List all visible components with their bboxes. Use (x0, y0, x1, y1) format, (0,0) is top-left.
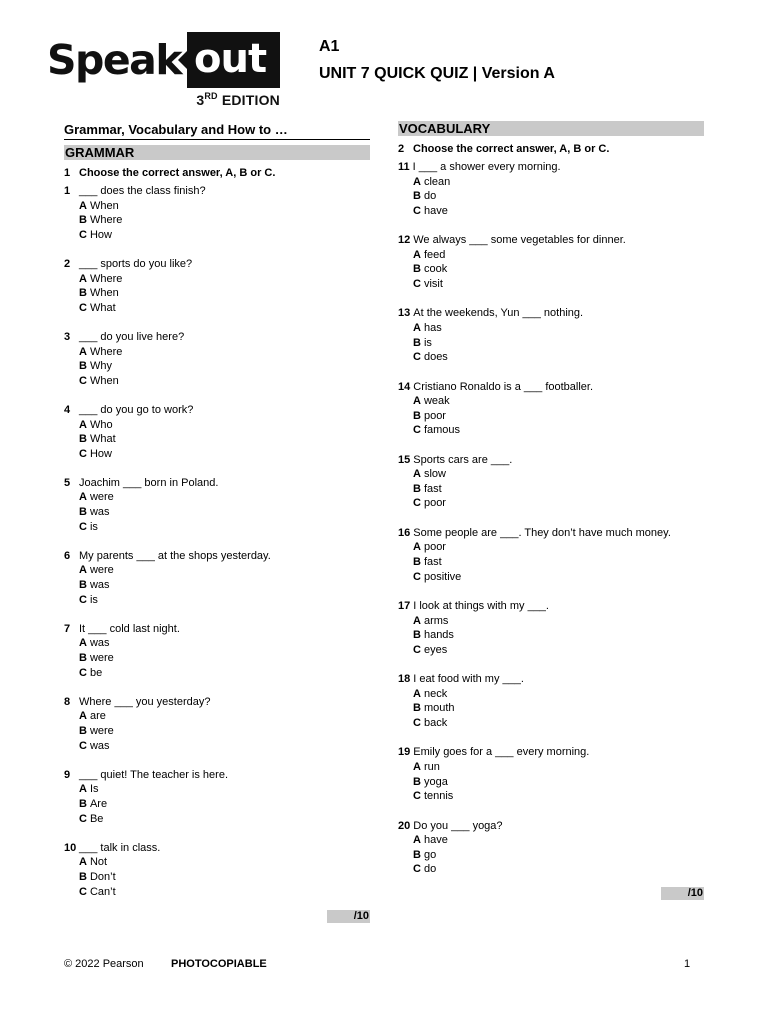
option-letter: A (79, 783, 87, 796)
question-number: 17 (398, 600, 411, 613)
answer-option[interactable] (64, 709, 370, 724)
answer-option[interactable] (398, 614, 704, 629)
option-letter: A (413, 760, 421, 773)
answer-option[interactable] (64, 651, 370, 666)
answer-option[interactable] (64, 228, 370, 243)
answer-option[interactable] (398, 628, 704, 643)
answer-option[interactable] (64, 272, 370, 287)
option-text: mouth (423, 702, 455, 715)
option-text: are (89, 710, 106, 723)
option-letter: A (413, 687, 421, 700)
option-text: have (423, 834, 448, 847)
option-text: Be (89, 812, 104, 825)
option-letter: C (413, 716, 421, 729)
question-text: Where ___ you yesterday? (79, 695, 211, 708)
answer-option[interactable] (64, 345, 370, 360)
option-text: When (89, 374, 119, 387)
logo-out-text: out (194, 36, 267, 82)
question-text: Cristiano Ronaldo is a ___ footballer. (413, 380, 594, 393)
answer-option[interactable] (64, 301, 370, 316)
edition-suffix: RD (204, 91, 218, 101)
answer-option[interactable] (64, 359, 370, 374)
question-text: Joachim ___ born in Poland. (79, 476, 219, 489)
option-letter: C (79, 739, 87, 752)
section-subject: Grammar, Vocabulary and How to … (64, 122, 370, 140)
question-stem (64, 841, 370, 856)
answer-option[interactable] (398, 775, 704, 790)
answer-option[interactable] (64, 520, 370, 535)
edition-label: EDITION (221, 92, 280, 108)
answer-option[interactable] (398, 701, 704, 716)
question-stem (64, 549, 370, 564)
option-text: run (423, 760, 440, 773)
option-text: What (89, 433, 116, 446)
answer-option[interactable] (64, 432, 370, 447)
answer-option[interactable] (64, 885, 370, 900)
answer-option[interactable] (398, 262, 704, 277)
option-text: poor (423, 497, 446, 510)
option-letter: C (79, 301, 87, 314)
option-letter: C (413, 351, 421, 364)
option-letter: B (79, 870, 87, 883)
answer-option[interactable] (398, 643, 704, 658)
option-text: were (89, 724, 114, 737)
option-text: Who (89, 418, 113, 431)
question-number: 1 (64, 185, 71, 197)
option-text: is (89, 520, 98, 533)
question-stem (398, 233, 704, 248)
answer-option[interactable] (398, 321, 704, 336)
grammar-heading: GRAMMAR (64, 145, 370, 160)
answer-option[interactable] (398, 848, 704, 863)
question-item (398, 233, 704, 291)
option-letter: B (413, 848, 421, 861)
option-letter: C (79, 520, 87, 533)
answer-option[interactable] (398, 248, 704, 263)
question-number: 8 (64, 695, 71, 708)
option-letter: C (79, 228, 87, 241)
question-item (64, 403, 370, 461)
option-letter: A (79, 345, 87, 358)
option-text: arms (423, 614, 449, 627)
option-text: How (89, 228, 112, 241)
question-item (398, 819, 704, 877)
question-number: 3 (64, 330, 71, 343)
option-text: Is (89, 783, 99, 796)
question-text: Some people are ___. They don’t have much money. (413, 526, 671, 539)
question-item (64, 768, 370, 826)
option-text: was (89, 579, 110, 592)
option-text: were (89, 564, 114, 577)
question-item (64, 622, 370, 680)
question-item (64, 330, 370, 388)
option-letter: B (79, 287, 87, 300)
option-letter: B (413, 702, 421, 715)
option-text: do (423, 863, 437, 876)
option-text: do (423, 190, 437, 203)
option-letter: C (413, 424, 421, 437)
option-letter: C (413, 790, 421, 803)
answer-option[interactable] (398, 555, 704, 570)
question-item (398, 526, 704, 584)
question-stem (64, 403, 370, 418)
question-item (398, 160, 704, 218)
answer-option[interactable] (64, 490, 370, 505)
grammar-question-list (64, 184, 370, 899)
logo-speak-text: Speak (47, 36, 182, 84)
question-text: I eat food with my ___. (413, 673, 524, 686)
level-label: A1 (319, 38, 340, 55)
option-letter: A (79, 491, 87, 504)
option-text: Don’t (89, 870, 116, 883)
option-text: positive (423, 570, 462, 583)
option-text: was (89, 506, 110, 519)
option-text: were (89, 652, 114, 664)
option-letter: C (79, 447, 87, 460)
option-text: eyes (423, 643, 448, 656)
question-number: 12 (398, 234, 411, 247)
question-item (64, 476, 370, 534)
logo-edition (196, 92, 280, 108)
option-letter: A (413, 321, 421, 334)
question-stem (64, 622, 370, 637)
answer-option[interactable] (398, 204, 704, 219)
option-letter: B (79, 797, 87, 810)
option-letter: C (79, 666, 87, 679)
answer-option[interactable] (398, 833, 704, 848)
instruction-text: Choose the correct answer, A, B or C. (413, 143, 610, 155)
option-letter: C (413, 863, 421, 876)
question-text: ___ quiet! The teacher is here. (79, 768, 229, 781)
answer-option[interactable] (64, 666, 370, 681)
answer-option[interactable] (64, 447, 370, 462)
question-text: Emily goes for a ___ every morning. (413, 746, 590, 759)
answer-option[interactable] (398, 394, 704, 409)
option-text: is (89, 593, 98, 606)
option-text: feed (423, 248, 446, 261)
option-text: be (89, 666, 103, 679)
option-letter: A (413, 248, 421, 261)
vocabulary-score-box: /10 (661, 887, 704, 900)
option-text: have (423, 204, 448, 217)
option-letter: A (79, 418, 87, 431)
option-text: does (423, 351, 448, 364)
option-letter: C (413, 277, 421, 290)
question-text: ___ do you live here? (79, 330, 185, 343)
option-letter: A (413, 468, 421, 481)
page-title: UNIT 7 QUICK QUIZ | Version A (319, 65, 555, 82)
option-text: clean (423, 175, 451, 188)
option-letter: B (413, 263, 421, 276)
option-letter: B (413, 629, 421, 642)
question-number: 4 (64, 403, 71, 416)
option-text: slow (423, 468, 446, 481)
answer-option[interactable] (64, 563, 370, 578)
option-text: What (89, 301, 116, 314)
option-text: When (89, 199, 119, 212)
question-item (398, 745, 704, 803)
answer-option[interactable] (398, 862, 704, 877)
option-text: When (89, 287, 119, 300)
grammar-score-box: /10 (327, 910, 370, 923)
answer-option[interactable] (64, 855, 370, 870)
answer-option[interactable] (64, 286, 370, 301)
question-stem (398, 453, 704, 468)
answer-option[interactable] (64, 578, 370, 593)
answer-option[interactable] (398, 716, 704, 731)
speakout-logo (47, 32, 282, 112)
answer-option[interactable] (64, 636, 370, 651)
option-text: has (423, 321, 442, 334)
answer-option[interactable] (398, 350, 704, 365)
question-stem (398, 380, 704, 395)
option-letter: B (413, 336, 421, 349)
option-letter: C (79, 885, 87, 898)
option-letter: B (413, 409, 421, 422)
option-letter: C (79, 374, 87, 387)
answer-option[interactable] (64, 505, 370, 520)
question-stem (64, 476, 370, 491)
answer-option[interactable] (64, 724, 370, 739)
question-item (398, 380, 704, 438)
question-item (64, 695, 370, 753)
question-number: 20 (398, 819, 411, 832)
edition-number: 3 (196, 92, 205, 108)
answer-option[interactable] (398, 496, 704, 511)
question-number: 5 (64, 476, 71, 489)
question-text: It ___ cold last night. (79, 622, 180, 635)
answer-option[interactable] (398, 277, 704, 292)
answer-option[interactable] (64, 870, 370, 885)
vocabulary-instruction (398, 142, 704, 156)
option-text: was (89, 637, 110, 650)
question-item (64, 841, 370, 899)
option-text: poor (423, 541, 446, 554)
option-letter: A (79, 272, 87, 285)
answer-option[interactable] (64, 797, 370, 812)
option-letter: A (79, 199, 87, 212)
question-text: Sports cars are ___. (413, 453, 513, 466)
question-stem (64, 768, 370, 783)
question-item (398, 599, 704, 657)
question-text: ___ talk in class. (79, 841, 161, 854)
question-item (398, 306, 704, 364)
question-number: 16 (398, 526, 411, 539)
option-text: back (423, 716, 448, 729)
answer-option[interactable] (398, 189, 704, 204)
option-text: Can’t (89, 885, 116, 898)
footer-copyright: © 2022 Pearson (64, 958, 144, 970)
vocabulary-column (398, 120, 704, 900)
vocabulary-heading: VOCABULARY (398, 121, 704, 136)
option-letter: A (79, 710, 87, 723)
question-stem (64, 257, 370, 272)
option-letter: A (413, 614, 421, 627)
option-text: yoga (423, 775, 448, 788)
question-stem (398, 526, 704, 541)
option-letter: A (79, 564, 87, 577)
question-number: 11 (398, 161, 410, 173)
option-letter: A (413, 834, 421, 847)
answer-option[interactable] (398, 409, 704, 424)
option-letter: A (79, 637, 87, 650)
question-stem (398, 306, 704, 321)
question-number: 18 (398, 673, 411, 686)
question-stem (64, 184, 370, 199)
answer-option[interactable] (64, 739, 370, 754)
option-letter: C (79, 593, 87, 606)
instruction-number: 1 (64, 167, 71, 179)
option-letter: B (413, 482, 421, 495)
option-text: How (89, 447, 112, 460)
option-letter: C (413, 570, 421, 583)
footer-photocopiable: PHOTOCOPIABLE (171, 958, 267, 970)
option-text: Are (89, 797, 108, 810)
option-text: Why (89, 360, 112, 373)
vocabulary-question-list (398, 160, 704, 877)
question-stem (398, 745, 704, 760)
answer-option[interactable] (64, 593, 370, 608)
option-text: is (423, 336, 432, 349)
option-letter: A (413, 175, 421, 188)
option-letter: B (79, 433, 87, 446)
answer-option[interactable] (398, 540, 704, 555)
option-letter: C (413, 497, 421, 510)
option-text: hands (423, 629, 454, 642)
question-item (398, 453, 704, 511)
option-letter: B (79, 214, 87, 227)
question-text: At the weekends, Yun ___ nothing. (413, 307, 584, 320)
option-letter: C (79, 812, 87, 825)
question-number: 15 (398, 453, 411, 466)
option-letter: B (79, 724, 87, 737)
question-item (64, 184, 370, 242)
question-stem (64, 695, 370, 710)
question-number: 7 (64, 622, 71, 635)
instruction-number: 2 (398, 143, 405, 155)
option-text: fast (423, 556, 442, 569)
question-stem (64, 330, 370, 345)
question-text: ___ do you go to work? (79, 403, 194, 416)
question-item (64, 257, 370, 315)
option-letter: B (79, 652, 87, 664)
option-letter: A (413, 541, 421, 554)
question-stem (398, 819, 704, 834)
answer-option[interactable] (398, 760, 704, 775)
option-text: go (423, 848, 437, 861)
question-stem (398, 160, 704, 175)
option-text: Not (89, 856, 108, 869)
answer-option[interactable] (64, 782, 370, 797)
option-letter: C (413, 643, 421, 656)
option-letter: A (79, 856, 87, 869)
answer-option[interactable] (398, 482, 704, 497)
answer-option[interactable] (64, 374, 370, 389)
question-number: 19 (398, 746, 411, 759)
option-letter: C (413, 204, 421, 217)
option-text: was (89, 739, 110, 752)
option-text: Where (89, 214, 123, 227)
answer-option[interactable] (398, 423, 704, 438)
option-text: weak (423, 395, 450, 408)
answer-option[interactable] (398, 467, 704, 482)
answer-option[interactable] (398, 687, 704, 702)
question-number: 6 (64, 549, 71, 562)
answer-option[interactable] (398, 570, 704, 585)
option-text: tennis (423, 790, 454, 803)
question-text: ___ does the class finish? (79, 185, 206, 197)
option-letter: B (79, 579, 87, 592)
answer-option[interactable] (64, 418, 370, 433)
option-letter: B (79, 360, 87, 373)
instruction-text: Choose the correct answer, A, B or C. (79, 167, 276, 179)
option-letter: A (413, 395, 421, 408)
option-letter: B (79, 506, 87, 519)
question-item (64, 549, 370, 607)
question-number: 10 (64, 841, 77, 854)
option-text: fast (423, 482, 442, 495)
option-text: neck (423, 687, 448, 700)
option-letter: B (413, 775, 421, 788)
question-text: My parents ___ at the shops yesterday. (79, 549, 271, 562)
option-text: Where (89, 272, 123, 285)
question-text: I look at things with my ___. (413, 600, 549, 613)
question-number: 2 (64, 257, 71, 270)
question-number: 14 (398, 380, 411, 393)
option-text: poor (423, 409, 446, 422)
question-text: I ___ a shower every morning. (412, 161, 561, 173)
question-text: Do you ___ yoga? (413, 819, 503, 832)
option-text: were (89, 491, 114, 504)
grammar-instruction (64, 166, 370, 180)
answer-option[interactable] (64, 812, 370, 827)
question-number: 13 (398, 307, 411, 320)
page-number: 1 (684, 958, 691, 970)
question-text: We always ___ some vegetables for dinner. (413, 234, 626, 247)
answer-option[interactable] (398, 789, 704, 804)
option-text: visit (423, 277, 443, 290)
option-letter: B (413, 556, 421, 569)
option-text: cook (423, 263, 448, 276)
question-stem (398, 672, 704, 687)
option-text: famous (423, 424, 461, 437)
question-number: 9 (64, 768, 71, 781)
question-text: ___ sports do you like? (79, 257, 193, 270)
answer-option[interactable] (64, 199, 370, 214)
answer-option[interactable] (64, 213, 370, 228)
option-letter: B (413, 190, 421, 203)
answer-option[interactable] (398, 175, 704, 190)
answer-option[interactable] (398, 336, 704, 351)
grammar-column (64, 120, 370, 923)
question-item (398, 672, 704, 730)
question-stem (398, 599, 704, 614)
logo-out-badge (187, 32, 280, 88)
option-text: Where (89, 345, 123, 358)
